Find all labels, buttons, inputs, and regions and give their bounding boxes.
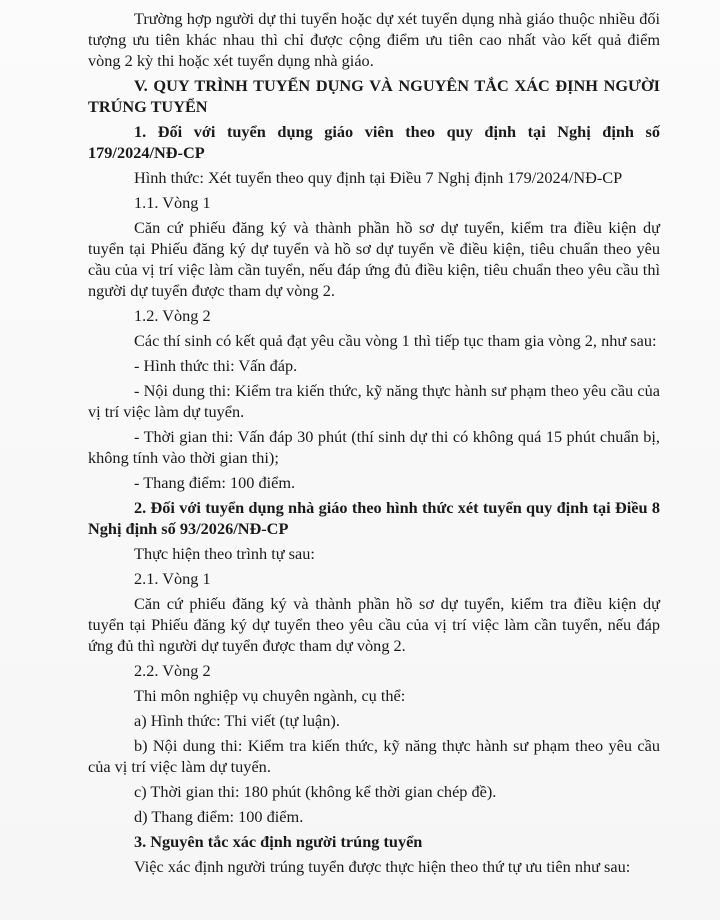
section-2-intro: Thực hiện theo trình tự sau: — [134, 544, 315, 563]
section-2-2-item-d: d) Thang điểm: 100 điểm. — [134, 807, 304, 826]
section-2-2-item-a: a) Hình thức: Thi viết (tự luận). — [134, 711, 340, 730]
section-1-2-intro: Các thí sinh có kết quả đạt yêu cầu vòng 1 thì tiếp tục tham gia vòng 2, như sau: — [134, 331, 657, 350]
intro-paragraph: Trường hợp người dự thi tuyển hoặc dự xét tuyển dụng nhà giáo thuộc nhiều đối tượng ưu tiên khác nhau thì chỉ được cộng điểm ưu tiên cao nhất vào kết quả điểm vòng 2 kỳ thi hoặc xét tuyển dụng nhà giáo. — [88, 9, 660, 70]
section-1-2-form: - Hình thức thi: Vấn đáp. — [134, 356, 298, 375]
section-2-2-heading: 2.2. Vòng 2 — [134, 661, 211, 680]
section-1-2-time: - Thời gian thi: Vấn đáp 30 phút (thí sinh dự thi có không quá 15 phút chuẩn bị, không tính vào thời gian thi); — [88, 427, 660, 467]
section-2-1-text: Căn cứ phiếu đăng ký và thành phần hồ sơ dự tuyển, kiểm tra điều kiện dự tuyển tại Phiếu đăng ký dự tuyển theo yêu cầu của vị trí việc làm cần tuyển, nếu đáp ứng đủ thì người dự tuyển được tham dự vòng 2. — [88, 594, 660, 655]
section-1-heading: 1. Đối với tuyển dụng giáo viên theo quy định tại Nghị định số 179/2024/NĐ-CP — [88, 122, 660, 162]
section-2-1-heading: 2.1. Vòng 1 — [134, 569, 211, 588]
section-1-1-text: Căn cứ phiếu đăng ký và thành phần hồ sơ dự tuyển, kiểm tra điều kiện dự tuyển tại Phiếu đăng ký dự tuyển và hồ sơ dự tuyển về điều kiện, tiêu chuẩn theo yêu cầu của vị trí việc làm cần tuyển, nếu đáp ứng đủ điều kiện, tiêu chuẩn theo yêu cầu thì người dự tuyển được tham dự vòng 2. — [88, 218, 660, 300]
section-2-2-intro: Thi môn nghiệp vụ chuyên ngành, cụ thể: — [134, 686, 406, 705]
section-1-form-text: Hình thức: Xét tuyển theo quy định tại Điều 7 Nghị định 179/2024/NĐ-CP — [134, 168, 623, 187]
section-1-2-heading: 1.2. Vòng 2 — [134, 306, 211, 325]
section-v-heading: V. QUY TRÌNH TUYỂN DỤNG VÀ NGUYÊN TẮC XÁC ĐỊNH NGƯỜI TRÚNG TUYỂN — [88, 76, 660, 116]
document-body — [88, 8, 660, 881]
section-2-2-item-c: c) Thời gian thi: 180 phút (không kể thời gian chép đề). — [134, 782, 497, 801]
section-3-heading: 3. Nguyên tắc xác định người trúng tuyển — [134, 832, 423, 851]
section-3-intro: Việc xác định người trúng tuyển được thực hiện theo thứ tự ưu tiên như sau: — [134, 857, 631, 876]
section-2-2-item-b: b) Nội dung thi: Kiểm tra kiến thức, kỹ năng thực hành sư phạm theo yêu cầu của vị trí việc làm dự tuyển. — [88, 736, 660, 776]
section-1-2-content: - Nội dung thi: Kiểm tra kiến thức, kỹ năng thực hành sư phạm theo yêu cầu của vị trí việc làm dự tuyển. — [88, 381, 660, 421]
section-1-1-heading: 1.1. Vòng 1 — [134, 193, 211, 212]
section-1-2-score: - Thang điểm: 100 điểm. — [134, 473, 296, 492]
section-2-heading: 2. Đối với tuyển dụng nhà giáo theo hình thức xét tuyển quy định tại Điều 8 Nghị định số 93/2026/NĐ-CP — [88, 498, 660, 538]
